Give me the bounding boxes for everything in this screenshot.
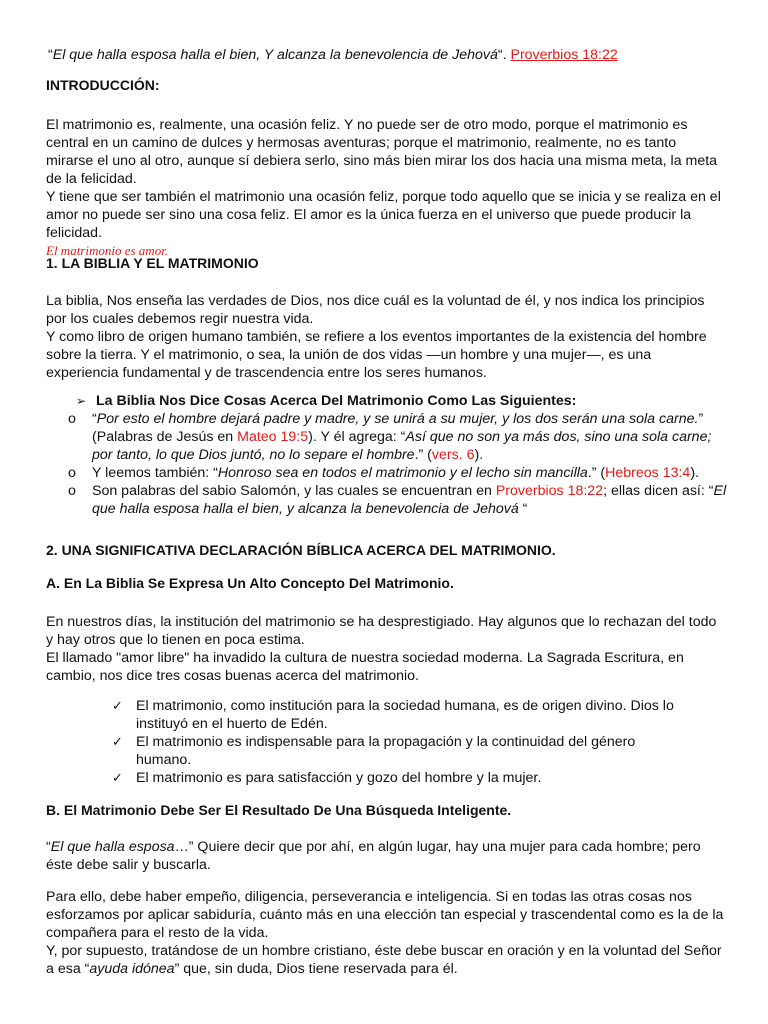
emphasis: ayuda idónea — [89, 961, 175, 977]
list-item — [48, 464, 728, 482]
paragraph: El llamado "amor libre" ha invadido la cultura de nuestra sociedad moderna. La Sagrada Escritura, en cambio, nos dice tres cosas buenas acerca del matrimonio. — [46, 650, 684, 684]
section-heading-2: 2. UNA SIGNIFICATIVA DECLARACIÓN BÍBLICA ACERCA DEL MATRIMONIO. — [46, 542, 556, 558]
check-item-text: El matrimonio, como institución para la sociedad humana, es de origen divino. Dios lo instituyó en el huerto de Edén. — [136, 698, 674, 732]
scripture-reference[interactable]: Proverbios 18:22 — [510, 47, 618, 63]
text: Son palabras del sabio Salomón, y las cuales se encuentran en — [92, 483, 496, 499]
text: …” Quiere decir que por ahí, en algún lugar, hay una mujer para cada hombre; pero éste debe salir y buscarla. — [46, 839, 701, 873]
list-item — [46, 697, 676, 733]
paragraph: Para ello, debe haber empeño, diligencia, perseverancia e inteligencia. Si en todas las otras cosas nos esforzamos por aplicar sabiduría, cuánto más en una elección tan especial y trascendental como es la de la compañera para el resto de la vida. — [46, 889, 724, 941]
text: “ — [518, 501, 528, 517]
bible-quote: Por esto el hombre dejará padre y madre, y se unirá a su mujer, y los dos serán una sola carne. — [96, 411, 699, 427]
paragraph — [46, 942, 724, 978]
text: ; ellas dicen así: “ — [603, 483, 714, 499]
checkmark-icon: ✓ — [112, 770, 123, 785]
subsection-heading-b: B. El Matrimonio Debe Ser El Resultado De Una Búsqueda Inteligente. — [46, 802, 512, 818]
paragraph: En nuestros días, la institución del matrimonio se ha desprestigiado. Hay algunos que lo rechazan del todo y hay otros que lo tienen en poca estima. — [46, 614, 717, 648]
bible-quote: El que halla esposa — [50, 839, 175, 855]
section2b-p1 — [46, 838, 724, 874]
section1-body — [46, 292, 724, 382]
text: “ — [46, 839, 51, 855]
subheading: La Biblia Nos Dice Cosas Acerca Del Matrimonio Como Las Siguientes: — [96, 393, 577, 409]
intro-heading: INTRODUCCIÓN: — [46, 77, 160, 93]
text: ” (Palabras de Jesús en — [92, 411, 704, 445]
check-item-text: El matrimonio es indispensable para la propagación y la continuidad del género humano. — [136, 734, 636, 768]
bible-quote: Honroso sea en todos el matrimonio y el lecho sin mancilla — [217, 465, 588, 481]
quote-mark: “. — [497, 47, 511, 63]
paragraph: Y tiene que ser también el matrimonio una ocasión feliz, porque todo aquello que se inicia y se realiza en el amor no puede ser sino una cosa feliz. El amor es la única fuerza en el universo que puede producir la felicidad. — [46, 189, 721, 241]
arrow-heading — [76, 392, 726, 410]
paragraph: La biblia, Nos enseña las verdades de Dios, nos dice cuál es la voluntad de él, y nos indica los principios por los cuales debemos regir nuestra vida. — [46, 293, 705, 327]
circle-bullet-icon: o — [68, 411, 76, 427]
bible-list — [48, 410, 728, 518]
text: .” ( — [587, 465, 606, 481]
bible-quote: El que halla esposa halla el bien, y alcanza la benevolencia de Jehová — [92, 483, 727, 517]
check-list — [46, 697, 676, 787]
text: ). — [690, 465, 699, 481]
list-item — [46, 733, 676, 769]
section2b-body — [46, 888, 724, 978]
scripture-reference[interactable]: vers. 6 — [431, 447, 475, 463]
scripture-reference[interactable]: Hebreos 13:4 — [605, 465, 691, 481]
circle-bullet-icon: o — [68, 483, 76, 499]
checkmark-icon: ✓ — [112, 734, 123, 749]
text: Y leemos también: “ — [92, 465, 218, 481]
epigraph — [48, 46, 726, 64]
paragraph: El matrimonio es, realmente, una ocasión feliz. Y no puede ser de otro modo, porque el matrimonio es central en un camino de dulces y hermosas aventuras; porque el matrimonio, realmente, no es tanto mirarse el uno al otro, aunque sí debiera serlo, sino más bien mirar los dos hacia una misma meta, la meta de la felicidad. — [46, 117, 718, 187]
scripture-reference[interactable]: Proverbios 18:22 — [495, 483, 604, 499]
quote-mark: “ — [48, 47, 53, 63]
checkmark-icon: ✓ — [112, 698, 123, 713]
arrow-bullet-icon: ➢ — [76, 394, 87, 408]
scripture-reference[interactable]: Mateo 19:5 — [237, 429, 309, 445]
epigraph-quote: El que halla esposa halla el bien, Y alcanza la benevolencia de Jehová — [52, 47, 498, 63]
list-item: o “Por esto el hombre dejará padre y madre, y se unirá a su mujer, y los dos serán una sola carne.” (Palabras de Jesús en Mateo 19:5). Y él agrega: “Así que no son ya más dos, sino una sola carne; por tanto, lo que Dios juntó, no lo separe el hombre.” (vers. 6). — [68, 411, 712, 463]
section2a-body — [46, 613, 724, 685]
check-item-text: El matrimonio es para satisfacción y gozo del hombre y la mujer. — [136, 770, 542, 786]
paragraph: Y como libro de origen humano también, se refiere a los eventos importantes de la existencia del hombre sobre la tierra. Y el matrimonio, o sea, la unión de dos vidas —un hombre y una mujer—, es una experiencia fundamental y de trascendencia entre los seres humanos. — [46, 329, 707, 381]
highlight-note: El matrimonio es amor. — [46, 243, 169, 258]
list-item — [46, 769, 676, 787]
list-item — [48, 482, 728, 518]
subsection-heading-a: A. En La Biblia Se Expresa Un Alto Concepto Del Matrimonio. — [46, 575, 454, 591]
text: .” ( — [414, 447, 432, 463]
circle-bullet-icon: o — [68, 465, 76, 481]
text: ” que, sin duda, Dios tiene reservada para él. — [174, 961, 458, 977]
section-heading-1: 1. LA BIBLIA Y EL MATRIMONIO — [46, 255, 259, 271]
bible-quote: Así que no son ya más dos, sino una sola carne; por tanto, lo que Dios juntó, no lo separe el hombre — [92, 429, 712, 463]
text: ). Y él agrega: “ — [308, 429, 406, 445]
intro-body — [46, 116, 724, 260]
text: ). — [474, 447, 484, 463]
text: Y, por supuesto, tratándose de un hombre cristiano, éste debe buscar en oración y en la voluntad del Señor a esa “ — [46, 943, 722, 977]
